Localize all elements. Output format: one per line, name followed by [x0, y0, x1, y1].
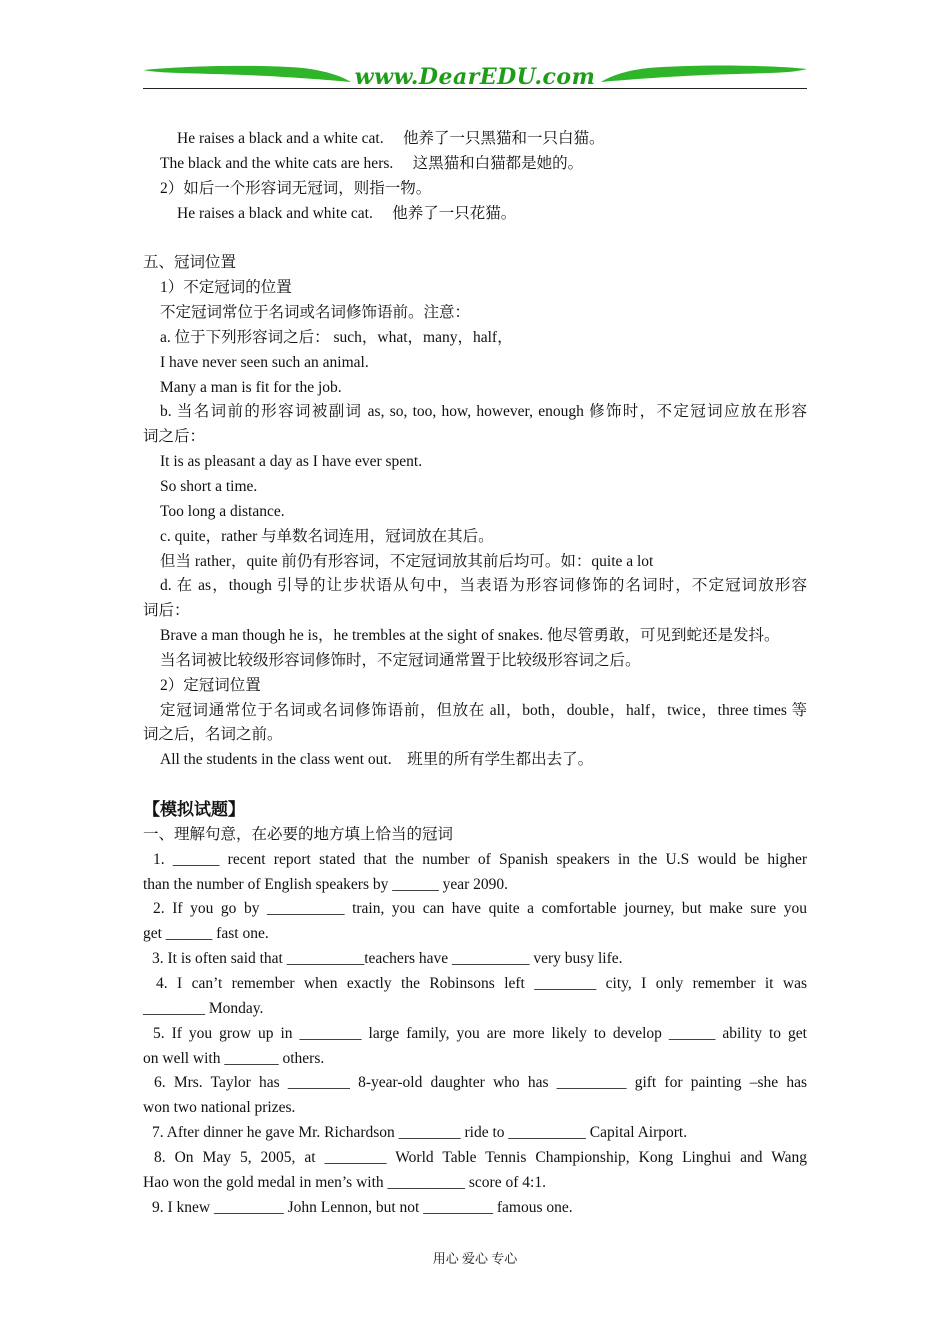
text-line: than the number of English speakers by ______ year 2090.	[143, 875, 509, 893]
text-line: 词后：	[143, 602, 190, 620]
text-line: get ______ fast one.	[143, 925, 269, 943]
text-line: 4. I can’t remember when exactly the Robinsons left ________ city, I only remember it was	[156, 975, 807, 992]
text-line: I have never seen such an animal.	[160, 353, 369, 371]
blank-line	[143, 773, 807, 798]
text-line: a. 位于下列形容词之后： such，what，many，half，	[160, 328, 513, 346]
blank-line	[143, 226, 807, 251]
text-line: 2. If you go by __________ train, you can have quite a comfortable journey, but make sure you	[153, 900, 807, 918]
header-divider	[143, 88, 807, 89]
text-line: Brave a man though he is，he trembles at the sight of snakes. 他尽管勇敢，可见到蛇还是发抖。	[160, 627, 780, 645]
text-line: So short a time.	[160, 477, 258, 495]
text-line: All the students in the class went out. 班里的所有学生都出去了。	[160, 751, 594, 769]
document-body	[143, 127, 807, 1220]
text-line: He raises a black and white cat. 他养了一只花猫。	[177, 204, 517, 222]
text-line: 1. ______ recent report stated that the number of Spanish speakers in the U.S would be higher	[153, 850, 807, 868]
text-line: d. 在 as，though 引导的让步状语从句中，当表语为形容词修饰的名词时，不定冠词放形容	[160, 577, 807, 595]
page-footer: 用心 爱心 专心	[432, 1251, 518, 1266]
text-line: 8. On May 5, 2005, at ________ World Table Tennis Championship, Kong Linghui and Wang	[154, 1148, 807, 1166]
site-logo: www.DearEDU.com	[354, 64, 596, 90]
text-line: 2）定冠词位置	[160, 676, 261, 694]
text-line: 1）不定冠词的位置	[160, 279, 292, 297]
text-line: Many a man is fit for the job.	[160, 378, 342, 396]
text-line: Hao won the gold medal in men’s with __________ score of 4:1.	[143, 1173, 546, 1191]
text-line: 9. I knew _________ John Lennon, but not _________ famous one.	[152, 1198, 573, 1216]
text-line: 词之后，名词之前。	[143, 726, 283, 744]
text-line: The black and the white cats are hers. 这黑猫和白猫都是她的。	[160, 154, 584, 172]
text-line: ________ Monday.	[143, 999, 264, 1017]
text-line: won two national prizes.	[143, 1099, 296, 1117]
text-line: c. quite，rather 与单数名词连用，冠词放在其后。	[160, 527, 494, 545]
text-line: 词之后：	[143, 428, 206, 446]
text-line: 不定冠词常位于名词或名词修饰语前。注意：	[160, 304, 471, 322]
section-title: 【模拟试题】	[143, 800, 245, 821]
text-line: b. 当名词前的形容词被副词 as, so, too, how, however, enough 修饰时，不定冠词应放在形容	[160, 403, 807, 421]
text-line: 5. If you grow up in ________ large family, you are more likely to develop ______ ability to get	[153, 1024, 807, 1042]
text-line: 7. After dinner he gave Mr. Richardson ________ ride to __________ Capital Airport.	[152, 1124, 688, 1142]
text-line: 6. Mrs. Taylor has ________ 8-year-old daughter who has _________ gift for painting –she has	[154, 1074, 807, 1092]
text-line: 但当 rather，quite 前仍有形容词，不定冠词放其前后均可。如：quite a lot	[160, 552, 654, 570]
text-line: 3. It is often said that __________teachers have __________ very busy life.	[152, 950, 623, 968]
text-line: 五、冠词位置	[143, 254, 237, 272]
text-line: 2）如后一个形容词无冠词，则指一物。	[160, 179, 432, 197]
text-line: 当名词被比较级形容词修饰时，不定冠词通常置于比较级形容词之后。	[160, 651, 641, 669]
text-line: He raises a black and a white cat. 他养了一只黑猫和一只白猫。	[177, 130, 605, 147]
text-line: 定冠词通常位于名词或名词修饰语前，但放在 all，both，double，half，twice，three times 等	[160, 701, 807, 719]
text-line: Too long a distance.	[160, 502, 285, 520]
text-line: 一、理解句意，在必要的地方填上恰当的冠词	[143, 825, 454, 843]
text-line: on well with _______ others.	[143, 1049, 325, 1067]
text-line: It is as pleasant a day as I have ever spent.	[160, 453, 423, 471]
